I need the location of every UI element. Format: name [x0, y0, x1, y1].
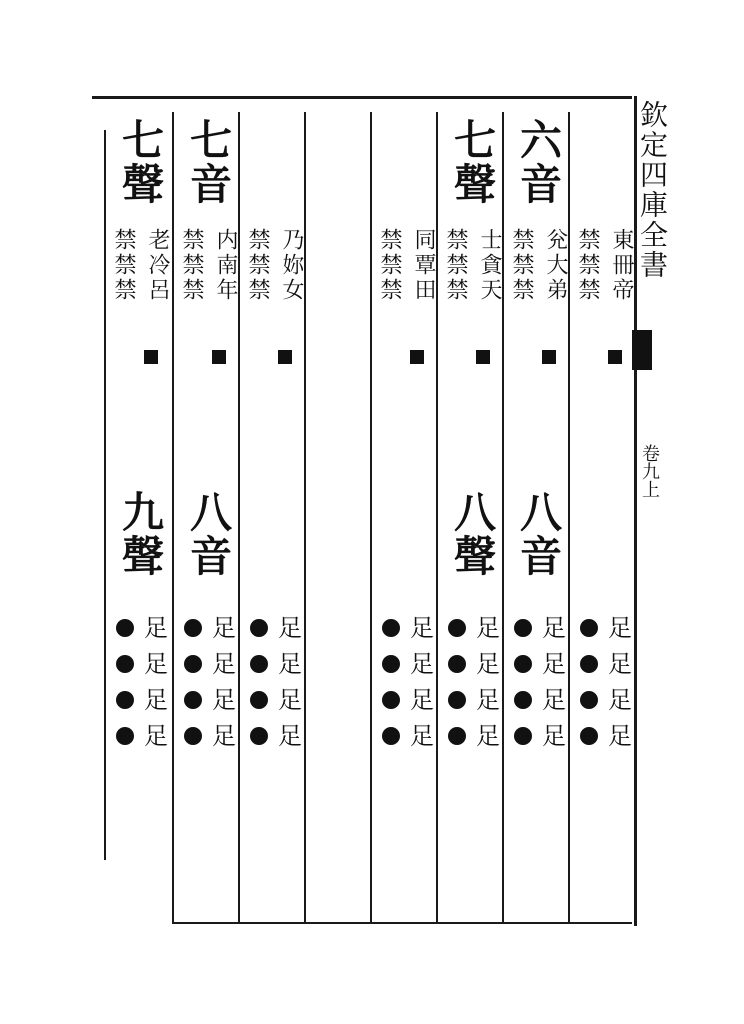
- black-square-marker: [278, 350, 292, 364]
- column-heading: 七聲: [116, 118, 165, 206]
- foot-char: 足: [476, 650, 500, 678]
- list-item: [508, 720, 572, 756]
- foot-char: 足: [542, 650, 566, 678]
- sub-characters: 士貪天: [477, 228, 502, 303]
- black-circle-icon: [580, 691, 598, 709]
- list-item: [508, 648, 572, 684]
- list-item: [442, 612, 506, 648]
- list-item: [244, 684, 308, 720]
- column-4: [372, 112, 440, 922]
- foot-char: 足: [212, 722, 236, 750]
- bottom-frame-line: [172, 922, 632, 924]
- sub-characters: 禁禁禁: [575, 228, 600, 303]
- black-circle-icon: [250, 727, 268, 745]
- black-circle-icon: [116, 619, 134, 637]
- black-circle-icon: [448, 727, 466, 745]
- black-circle-icon: [382, 619, 400, 637]
- foot-char: 足: [542, 722, 566, 750]
- black-circle-icon: [580, 727, 598, 745]
- column-5: [240, 112, 308, 922]
- list-item: [574, 648, 638, 684]
- list-item: [508, 612, 572, 648]
- column-subheading: 九聲: [116, 490, 165, 578]
- list-item: [244, 720, 308, 756]
- sub-characters: 禁禁禁: [245, 228, 270, 303]
- list-item: [376, 648, 440, 684]
- black-circle-icon: [514, 691, 532, 709]
- column-2: [504, 112, 572, 922]
- black-circle-icon: [184, 691, 202, 709]
- volume-label: 卷九上: [639, 444, 660, 498]
- list-item: [574, 612, 638, 648]
- black-circle-icon: [184, 655, 202, 673]
- row-list: [110, 612, 174, 756]
- row-list: [244, 612, 308, 756]
- black-circle-icon: [448, 691, 466, 709]
- column-subheading: 八音: [514, 490, 563, 578]
- foot-char: 足: [410, 686, 434, 714]
- black-circle-icon: [250, 691, 268, 709]
- black-square-marker: [212, 350, 226, 364]
- column-subheading: 八聲: [448, 490, 497, 578]
- black-circle-icon: [580, 655, 598, 673]
- list-item: [244, 648, 308, 684]
- list-item: [178, 684, 242, 720]
- foot-char: 足: [144, 686, 168, 714]
- black-circle-icon: [116, 727, 134, 745]
- foot-char: 足: [608, 650, 632, 678]
- list-item: [110, 684, 174, 720]
- foot-char: 足: [476, 686, 500, 714]
- sub-characters: 禁禁禁: [377, 228, 402, 303]
- list-item: [244, 612, 308, 648]
- foot-char: 足: [278, 722, 302, 750]
- foot-char: 足: [278, 686, 302, 714]
- foot-char: 足: [542, 614, 566, 642]
- black-square-marker: [410, 350, 424, 364]
- column-1: [570, 112, 638, 922]
- top-frame-line: [92, 96, 632, 99]
- black-circle-icon: [184, 727, 202, 745]
- list-item: [178, 648, 242, 684]
- black-square-marker: [144, 350, 158, 364]
- column-heading: 七聲: [448, 118, 497, 206]
- foot-char: 足: [410, 722, 434, 750]
- list-item: [376, 612, 440, 648]
- black-square-marker: [476, 350, 490, 364]
- black-circle-icon: [250, 655, 268, 673]
- sub-characters: 禁禁禁: [179, 228, 204, 303]
- list-item: [110, 648, 174, 684]
- list-item: [110, 720, 174, 756]
- foot-char: 足: [542, 686, 566, 714]
- sub-characters: 東冊帝: [609, 228, 634, 303]
- list-item: [442, 684, 506, 720]
- sub-characters: 同覃田: [411, 228, 436, 303]
- row-list: [574, 612, 638, 756]
- column-subheading: 八音: [184, 490, 233, 578]
- list-item: [376, 720, 440, 756]
- black-circle-icon: [250, 619, 268, 637]
- foot-char: 足: [144, 722, 168, 750]
- sub-characters: 禁禁禁: [111, 228, 136, 303]
- black-circle-icon: [116, 655, 134, 673]
- black-circle-icon: [116, 691, 134, 709]
- sub-characters: 禁禁禁: [509, 228, 534, 303]
- column-heading: 七音: [184, 118, 233, 206]
- column-3: [438, 112, 506, 922]
- black-circle-icon: [382, 691, 400, 709]
- black-square-marker: [542, 350, 556, 364]
- foot-char: 足: [476, 722, 500, 750]
- black-circle-icon: [580, 619, 598, 637]
- black-square-marker: [608, 350, 622, 364]
- black-circle-icon: [382, 727, 400, 745]
- list-item: [574, 684, 638, 720]
- column-7: [106, 112, 174, 922]
- sub-characters: 老冷呂: [145, 228, 170, 303]
- foot-char: 足: [476, 614, 500, 642]
- foot-char: 足: [608, 722, 632, 750]
- column-heading: 六音: [514, 118, 563, 206]
- row-list: [178, 612, 242, 756]
- foot-char: 足: [144, 614, 168, 642]
- black-circle-icon: [514, 655, 532, 673]
- list-item: [442, 720, 506, 756]
- row-list: [508, 612, 572, 756]
- list-item: [110, 612, 174, 648]
- row-list: [376, 612, 440, 756]
- foot-char: 足: [410, 650, 434, 678]
- sub-characters: 内南年: [213, 228, 238, 303]
- sub-characters: 禁禁禁: [443, 228, 468, 303]
- sub-characters: 乃妳女: [279, 228, 304, 303]
- foot-char: 足: [212, 650, 236, 678]
- list-item: [508, 684, 572, 720]
- foot-char: 足: [608, 686, 632, 714]
- black-circle-icon: [184, 619, 202, 637]
- foot-char: 足: [212, 686, 236, 714]
- row-list: [442, 612, 506, 756]
- column-6: [174, 112, 242, 922]
- list-item: [178, 720, 242, 756]
- foot-char: 足: [278, 650, 302, 678]
- foot-char: 足: [608, 614, 632, 642]
- foot-char: 足: [144, 650, 168, 678]
- list-item: [442, 648, 506, 684]
- black-circle-icon: [382, 655, 400, 673]
- foot-char: 足: [212, 614, 236, 642]
- foot-char: 足: [278, 614, 302, 642]
- foot-char: 足: [410, 614, 434, 642]
- black-circle-icon: [448, 655, 466, 673]
- black-circle-icon: [514, 619, 532, 637]
- book-title-margin: 欽定四庫全書: [636, 100, 669, 280]
- list-item: [574, 720, 638, 756]
- sub-characters: 兊大弟: [543, 228, 568, 303]
- list-item: [178, 612, 242, 648]
- black-circle-icon: [514, 727, 532, 745]
- black-circle-icon: [448, 619, 466, 637]
- list-item: [376, 684, 440, 720]
